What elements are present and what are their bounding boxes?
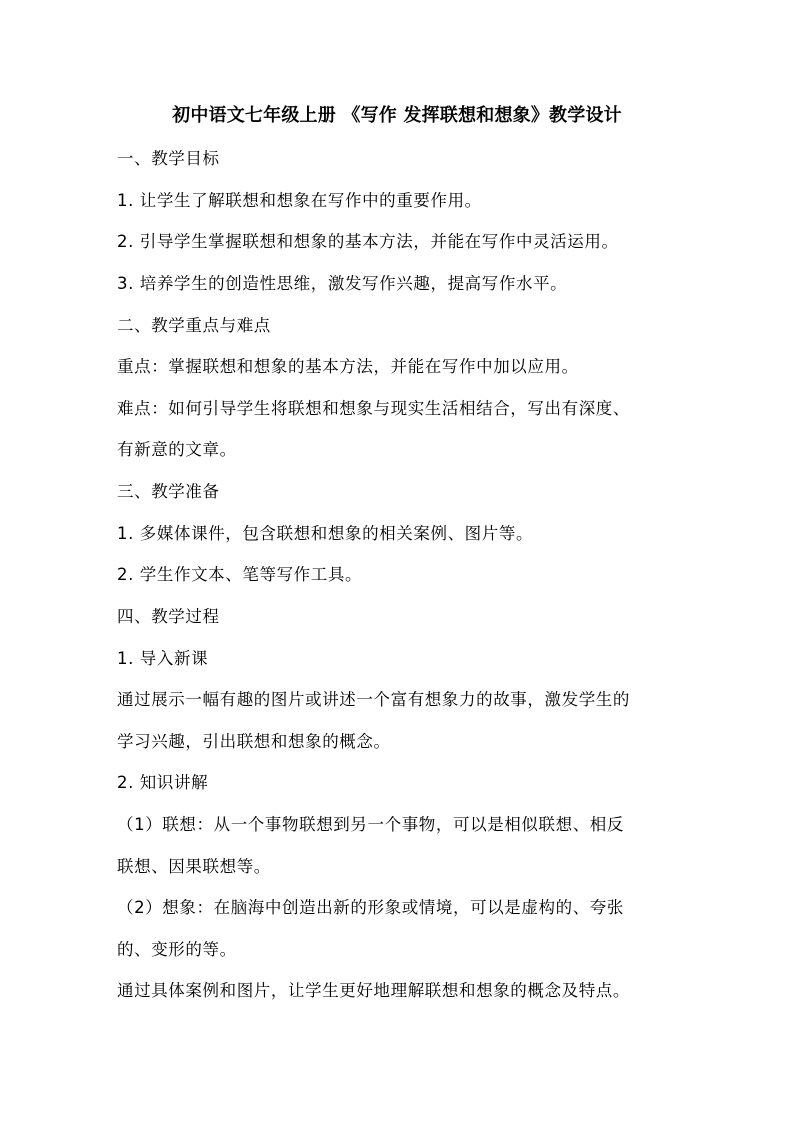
association-text-line-2: 联想、因果联想等。 [117,857,271,876]
process-step-1-text-line-2: 学习兴趣，引出联想和想象的概念。 [117,732,391,751]
objective-item-2: 2. 引导学生掌握联想和想象的基本方法，并能在写作中灵活运用。 [117,232,619,251]
objective-item-1: 1. 让学生了解联想和想象在写作中的重要作用。 [117,191,482,210]
association-text-line-1: （1）联想：从一个事物联想到另一个事物，可以是相似联想、相反 [117,815,624,834]
preparation-item-1: 1. 多媒体课件，包含联想和想象的相关案例、图片等。 [117,524,534,543]
section-heading-preparation: 三、教学准备 [117,482,220,501]
section-heading-key-points: 二、教学重点与难点 [117,316,271,335]
document-title: 初中语文七年级上册 《写作 发挥联想和想象》教学设计 [172,105,622,126]
process-step-1-heading: 1. 导入新课 [117,649,209,668]
section-heading-process: 四、教学过程 [117,607,220,626]
key-point-text: 重点：掌握联想和想象的基本方法，并能在写作中加以应用。 [117,357,579,376]
difficulty-text-line-2: 有新意的文章。 [117,440,237,459]
objective-item-3: 3. 培养学生的创造性思维，激发写作兴趣，提高写作水平。 [117,274,568,293]
process-summary-text: 通过具体案例和图片，让学生更好地理解联想和想象的概念及特点。 [117,981,630,1000]
imagination-text-line-2: 的、变形的等。 [117,940,237,959]
process-step-1-text-line-1: 通过展示一幅有趣的图片或讲述一个富有想象力的故事，激发学生的 [117,690,630,709]
difficulty-text-line-1: 难点：如何引导学生将联想和想象与现实生活相结合，写出有深度、 [117,399,630,418]
section-heading-objectives: 一、教学目标 [117,149,220,168]
process-step-2-heading: 2. 知识讲解 [117,773,209,792]
imagination-text-line-1: （2）想象：在脑海中创造出新的形象或情境，可以是虚构的、夸张 [117,898,624,917]
preparation-item-2: 2. 学生作文本、笔等写作工具。 [117,565,363,584]
